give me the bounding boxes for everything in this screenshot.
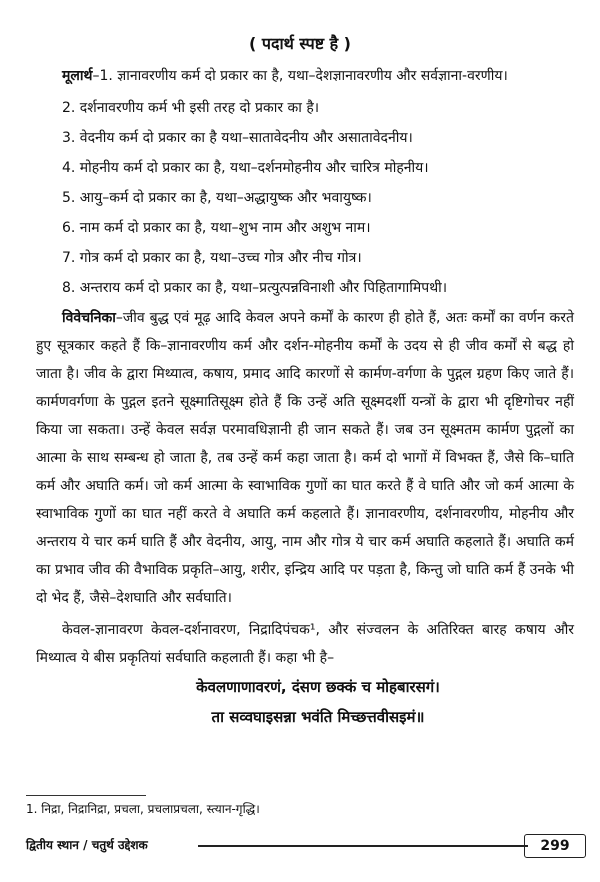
- page-number: 299: [524, 834, 586, 858]
- footer-chapter-label: द्वितीय स्थान / चतुर्थ उद्देशक: [26, 838, 148, 852]
- list-item: 4. मोहनीय कर्म दो प्रकार का है, यथा–दर्शनमोहनीय और चारित्र मोहनीय।: [62, 160, 429, 176]
- section-heading: ( पदार्थ स्पष्ट है ): [248, 34, 351, 53]
- verse-line-2: ता सव्वघाइसन्ना भवंति मिच्छत्तवीसइमं॥: [211, 708, 425, 726]
- list-item: 2. दर्शनावरणीय कर्म भी इसी तरह दो प्रकार का है।: [62, 100, 320, 116]
- vivechanika-label: विवेचनिका: [62, 310, 116, 326]
- mularth-paragraph: [62, 62, 574, 90]
- footer-rule: [198, 845, 528, 847]
- kevala-text: केवल-ज्ञानावरण केवल-दर्शनावरण, निद्रादिपंचक¹, और संज्वलन के अतिरिक्त बारह कषाय और मिथ्यात्व ये बीस प्रकृतियां सर्वघाति कहलाती हैं। कहा भी है–: [36, 622, 574, 666]
- mularth-label: मूलार्थ: [62, 68, 93, 84]
- list-item: 5. आयु–कर्म दो प्रकार का है, यथा–अद्धायुष्क और भवायुष्क।: [62, 190, 372, 206]
- page-footer: [26, 834, 586, 858]
- vivechanika-text: –जीव बुद्ध एवं मूढ़ आदि केवल अपने कर्मों के कारण ही होते हैं, अतः कर्मों का वर्णन करते हुए सूत्रकार कहते हैं कि–ज्ञानावरणीय कर्म और दर्शन-मोहनीय कर्मों के उदय से ही जीव कर्मों से बद्ध हो जाता है। जीव के द्वारा मिथ्यात्व, कषाय, प्रमाद आदि कारणों से कार्मण-वर्गणा के पुद्गल ग्रहण किए जाते हैं। कार्मणवर्गणा के पुद्गल इतने सूक्ष्मातिसूक्ष्म होते हैं कि उन्हें अति सूक्ष्मदर्शी यन्त्रों के द्वारा भी दृष्टिगोचर नहीं किया जा सकता। उन्हें केवल सर्वज्ञ परमावधिज्ञानी ही जान सकते हैं। जब उन सूक्ष्मतम कार्मण पुद्गलों का आत्मा के साथ सम्बन्ध हो जाता है, तब उन्हें कर्म कहा जाता है। कर्म दो भागों में विभक्त हैं, जैसे कि–घाति कर्म और अघाति कर्म। जो कर्म आत्मा के स्वाभाविक गुणों का घात करते हैं वे घाति और जो कर्म आत्मा के स्वाभाविक गुणों का घात नहीं करते वे अघाति कर्म कहलाते हैं। ज्ञानावरणीय, दर्शनावरणीय, मोहनीय और अन्तराय ये चार कर्म घाति हैं और वेदनीय, आयु, नाम और गोत्र ये चार कर्म अघाति कहलाते हैं। अघाति कर्म का प्रभाव जीव की वैभाविक प्रकृति–आयु, शरीर, इन्द्रिय आदि पर पड़ता है, किन्तु जो घाति कर्म हैं उनके भी दो भेद हैं, जैसे–देशघाति और सर्वघाति।: [36, 310, 574, 606]
- vivechanika-paragraph: [36, 304, 574, 612]
- list-item: 8. अन्तराय कर्म दो प्रकार का है, यथा–प्रत्युत्पन्नविनाशी और पिहितागामिपथी।: [62, 280, 448, 296]
- verse-line-1: केवलणाणावरणं, दंसण छक्कं च मोहबारसगं।: [196, 678, 440, 696]
- numbered-list: [62, 94, 574, 302]
- footnote-divider: [26, 795, 146, 796]
- footnote: 1. निद्रा, निद्रानिद्रा, प्रचला, प्रचलाप्रचला, स्त्यान-गृद्धि।: [26, 802, 260, 816]
- list-item: 3. वेदनीय कर्म दो प्रकार का है यथा–सातावेदनीय और असातावेदनीय।: [62, 130, 413, 146]
- list-item: 6. नाम कर्म दो प्रकार का है, यथा–शुभ नाम और अशुभ नाम।: [62, 220, 371, 236]
- kevala-paragraph: [36, 616, 574, 672]
- main-body: [36, 62, 574, 732]
- mularth-text: –1. ज्ञानावरणीय कर्म दो प्रकार का है, यथा–देशज्ञानावरणीय और सर्वज्ञाना-वरणीय।: [92, 68, 508, 84]
- list-item: 7. गोत्र कर्म दो प्रकार का है, यथा–उच्च गोत्र और नीच गोत्र।: [62, 250, 362, 266]
